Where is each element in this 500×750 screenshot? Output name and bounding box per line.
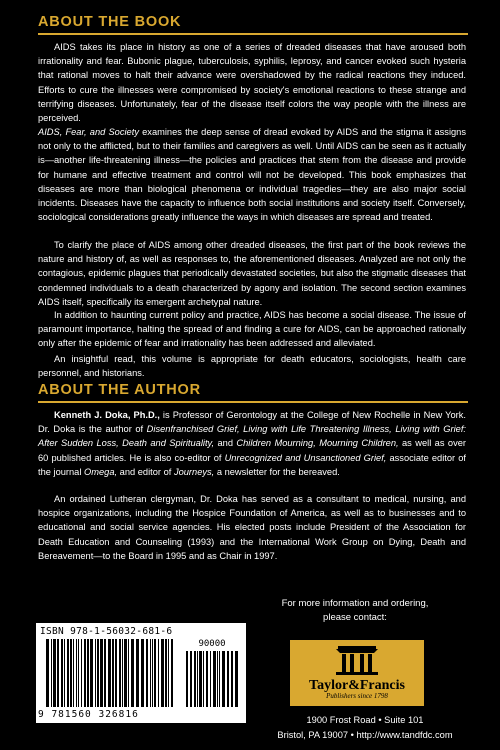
contact-line-2: please contact: xyxy=(323,612,387,623)
barcode-bar xyxy=(227,651,229,707)
contact-text xyxy=(270,597,440,625)
author-paragraph-1: Kenneth J. Doka, Ph.D., is Professor of Gerontology at the College of New Rochelle in New York. Dr. Doka is the author of Disenfranchised Grief, Living with Life Threatening Illness, Living with Grief: After Sudden Loss, Death and Spirituality, and Children Mourning, Mourning Children, as well as over 60 published articles. He is also co-editor of Unrecognized and Unsanctioned Grief, associate editor of the journal Omega, and editor of Journeys, a newsletter for the bereaved. xyxy=(38,410,466,477)
barcode-bar xyxy=(141,639,144,707)
barcode-bar xyxy=(222,651,225,707)
barcode-bar xyxy=(197,651,198,707)
barcode-bar xyxy=(73,639,74,707)
barcode-bar xyxy=(146,639,148,707)
barcode-bar xyxy=(219,651,220,707)
barcode-bar xyxy=(168,639,169,707)
barcode-addon-bars xyxy=(186,651,238,707)
book-paragraph-2: AIDS, Fear, and Society examines the deep sense of dread evoked by AIDS and the stigma it assigns not only to the afflicted, but to their families and caregivers as well. Until AIDS can be seen as it actually is—another life-threatening illness—the policies and practices that stem from the disease and provide for humane and effective treatment and control will not be developed. This book emphasizes that diseases are more than biological phenomena or individual tragedies—they are also major social incidents. Diseases have the capacity to influence both social institutions and society itself. Conversely, sociological considerations greatly influence the ways in which diseases are spread and treated. xyxy=(38,127,466,223)
barcode-bar xyxy=(199,651,202,707)
ean-number: 9 781560 326816 xyxy=(38,709,139,720)
barcode-bar xyxy=(203,651,204,707)
barcode-bar xyxy=(213,651,216,707)
barcode-bar xyxy=(165,639,167,707)
barcode-bar xyxy=(131,639,134,707)
address-line-2: Bristol, PA 19007 • http://www.tandfdc.com xyxy=(277,729,453,740)
isbn-label: ISBN 978-1-56032-681-6 xyxy=(40,626,173,637)
barcode-bar xyxy=(46,639,49,707)
barcode-bar xyxy=(112,639,114,707)
barcode-bar xyxy=(84,639,86,707)
book-paragraph-1: AIDS takes its place in history as one of a series of dreaded diseases that have aroused both irrationality and fear. Bubonic plague, tuberculosis, syphilis, leprosy, and cancer evoked such hysteria that rational moves to halt their advance were overshadowed by the radical reactions they induced. Efforts to cure the illnesses were compromised by society's emotional reactions to these strange and terrifying diseases. Unfortunately, fear of the disease itself colors the way people with the illness are perceived. xyxy=(38,42,466,124)
barcode-bar xyxy=(124,639,127,707)
barcode-bar xyxy=(152,639,153,707)
barcode-bar xyxy=(53,639,56,707)
book-paragraph-3: To clarify the place of AIDS among other dreaded diseases, the first part of the book reviews the nature and history of, as well as responses to, the aforementioned diseases. Analyzed are not only the contagious, epidemic plagues that periodically devastated societies, but also the stigmatic diseases that condemned individuals to a death characterized by agony and isolation. The second section examines AIDS itself, specifically its emergent archetypal nature. xyxy=(38,240,466,307)
contact-line-1: For more information and ordering, xyxy=(281,598,429,609)
barcode-bar xyxy=(122,639,123,707)
barcode-bar xyxy=(87,639,89,707)
barcode-bar xyxy=(161,639,164,707)
barcode-bar xyxy=(61,639,63,707)
book-paragraph-5: An insightful read, this volume is appropriate for death educators, sociologists, health care personnel, and historians. xyxy=(38,354,466,379)
barcode-bar xyxy=(57,639,59,707)
barcode-bar xyxy=(115,639,117,707)
about-author-heading: ABOUT THE AUTHOR xyxy=(38,382,201,398)
barcode-bar xyxy=(206,651,208,707)
barcode-bar xyxy=(104,639,106,707)
barcode-bar xyxy=(186,651,188,707)
barcode-bar xyxy=(217,651,218,707)
barcode-bar xyxy=(100,639,103,707)
heading-rule xyxy=(38,33,468,35)
barcode-bar xyxy=(51,639,52,707)
heading-rule xyxy=(38,401,468,403)
publisher-address xyxy=(270,713,460,742)
barcode xyxy=(36,623,246,723)
publisher-logo xyxy=(290,640,424,706)
barcode-bar xyxy=(119,639,121,707)
barcode-bars xyxy=(46,639,176,707)
barcode-bar xyxy=(97,639,99,707)
barcode-bar xyxy=(95,639,96,707)
barcode-bar xyxy=(235,651,238,707)
barcode-bar xyxy=(154,639,156,707)
publisher-name: Taylor&Francis xyxy=(309,678,405,693)
barcode-bar xyxy=(108,639,111,707)
barcode-bar xyxy=(158,639,159,707)
barcode-addon-number: 90000 xyxy=(198,639,226,649)
barcode-bar xyxy=(76,639,77,707)
barcode-bar xyxy=(90,639,93,707)
barcode-bar xyxy=(128,639,129,707)
barcode-bar xyxy=(150,639,151,707)
barcode-bar xyxy=(190,651,192,707)
barcode-bar xyxy=(194,651,196,707)
barcode-bar xyxy=(136,639,139,707)
about-book-heading: ABOUT THE BOOK xyxy=(38,14,182,30)
publisher-tagline: Publishers since 1798 xyxy=(326,692,388,700)
book-paragraph-4: In addition to haunting current policy and practice, AIDS has become a social disease. The issue of paramount importance, halting the spread of and finding a cure for AIDS, can be approached rationally only after the epidemic of fear and irrationality has been addressed and alleviated. xyxy=(38,310,466,349)
barcode-bar xyxy=(210,651,211,707)
barcode-bar xyxy=(64,639,65,707)
barcode-bar xyxy=(78,639,79,707)
barcode-bar xyxy=(70,639,72,707)
barcode-bar xyxy=(81,639,82,707)
barcode-bar xyxy=(171,639,173,707)
barcode-bar xyxy=(67,639,69,707)
author-paragraph-2: An ordained Lutheran clergyman, Dr. Doka has served as a consultant to medical, nursing, and hospice organizations, including the Hospice Foundation of America, as well as to businesses and to educational and social service agencies. His elected posts include President of the Association for Death Education and Counseling (1993) and the International Work Group on Dying, Death and Bereavement—to the Board in 1995 and as Chair in 1997. xyxy=(38,494,466,561)
address-line-1: 1900 Frost Road • Suite 101 xyxy=(306,715,424,725)
barcode-bar xyxy=(231,651,233,707)
